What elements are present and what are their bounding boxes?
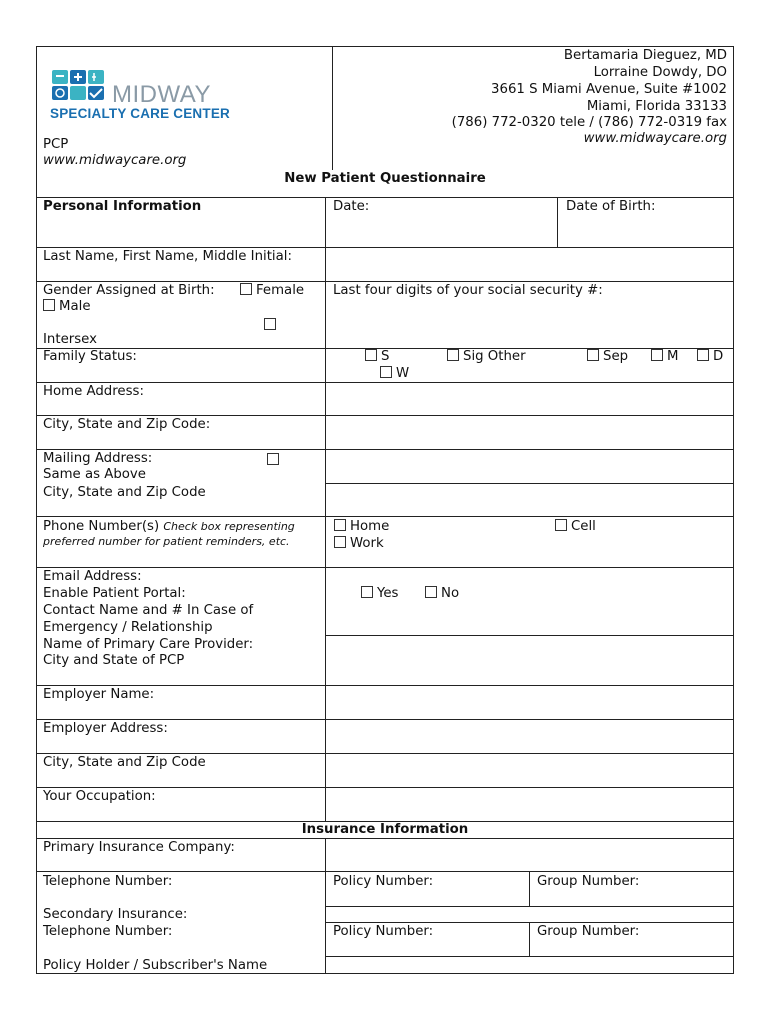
gender-male-option[interactable] bbox=[43, 298, 91, 315]
telephone-label-1: Telephone Number: bbox=[43, 874, 173, 889]
family-status-m-label: M bbox=[667, 349, 679, 364]
family-status-d[interactable] bbox=[697, 348, 723, 365]
phone-work-label: Work bbox=[350, 536, 384, 551]
phone-cell-checkbox[interactable] bbox=[555, 519, 567, 531]
column-divider-upper bbox=[325, 197, 326, 821]
group-number-label-1: Group Number: bbox=[537, 874, 640, 889]
address-line-2: Miami, Florida 33133 bbox=[586, 99, 727, 114]
website-left: www.midwaycare.org bbox=[43, 153, 187, 168]
family-status-label: Family Status: bbox=[43, 349, 137, 364]
family-status-sig-checkbox[interactable] bbox=[447, 349, 459, 361]
dob-divider bbox=[557, 197, 558, 247]
employer-name-label: Employer Name: bbox=[43, 687, 155, 702]
city-state-zip-label-2: City, State and Zip Code bbox=[43, 485, 206, 500]
family-status-s[interactable] bbox=[365, 348, 389, 365]
gender-male-checkbox[interactable] bbox=[43, 299, 55, 311]
name-label: Last Name, First Name, Middle Initial: bbox=[43, 249, 292, 264]
family-status-w-checkbox[interactable] bbox=[380, 366, 392, 378]
doctor-2: Lorraine Dowdy, DO bbox=[593, 65, 727, 80]
mailing-address-label: Mailing Address: bbox=[43, 451, 153, 466]
same-as-above-label: Same as Above bbox=[43, 467, 146, 482]
row-line bbox=[36, 516, 734, 517]
family-status-w[interactable] bbox=[380, 365, 409, 382]
emergency-label-line-1: Contact Name and # In Case of bbox=[43, 603, 254, 618]
portal-yes-label: Yes bbox=[377, 586, 399, 601]
dob-label: Date of Birth: bbox=[566, 199, 656, 214]
table-left-border bbox=[36, 197, 37, 974]
primary-insurance-label: Primary Insurance Company: bbox=[43, 840, 235, 855]
phone-home-option[interactable] bbox=[334, 518, 389, 535]
phone-note-line-2: preferred number for patient reminders, etc. bbox=[43, 535, 290, 548]
family-status-s-label: S bbox=[381, 349, 390, 364]
portal-no-checkbox[interactable] bbox=[425, 586, 437, 598]
pcp-name-label: Name of Primary Care Provider: bbox=[43, 637, 254, 652]
policy-holder-label: Policy Holder / Subscriber's Name bbox=[43, 958, 268, 973]
portal-yes-option[interactable] bbox=[361, 585, 398, 602]
group-number-label-2: Group Number: bbox=[537, 924, 640, 939]
phone-home-checkbox[interactable] bbox=[334, 519, 346, 531]
personal-information-heading: Personal Information bbox=[43, 199, 202, 214]
family-status-m[interactable] bbox=[651, 348, 678, 365]
policy-number-label-2: Policy Number: bbox=[333, 924, 434, 939]
phone-home-label: Home bbox=[350, 519, 390, 534]
gender-female-checkbox[interactable] bbox=[240, 283, 252, 295]
city-state-zip-label-1: City, State and Zip Code: bbox=[43, 417, 211, 432]
same-as-above-checkbox[interactable] bbox=[267, 453, 279, 465]
group-divider-1 bbox=[529, 871, 530, 906]
logo bbox=[50, 68, 230, 124]
family-status-sig-other[interactable] bbox=[447, 348, 526, 365]
city-state-zip-label-3: City, State and Zip Code bbox=[43, 755, 206, 770]
gender-female-option[interactable] bbox=[240, 282, 304, 299]
telephone-label-2: Telephone Number: bbox=[43, 924, 173, 939]
pcp-label: PCP bbox=[43, 137, 69, 152]
phone-numbers-label bbox=[43, 518, 295, 535]
header-divider bbox=[332, 46, 333, 170]
phone-numbers-title: Phone Number(s) bbox=[43, 519, 160, 534]
family-status-d-checkbox[interactable] bbox=[697, 349, 709, 361]
doctor-1: Bertamaria Dieguez, MD bbox=[563, 48, 727, 63]
gender-female-label: Female bbox=[256, 283, 305, 298]
phone-cell-label: Cell bbox=[571, 519, 596, 534]
logo-text-top: MIDWAY bbox=[112, 81, 211, 108]
portal-no-label: No bbox=[441, 586, 460, 601]
secondary-insurance-label: Secondary Insurance: bbox=[43, 907, 188, 922]
portal-label: Enable Patient Portal: bbox=[43, 586, 186, 601]
row-line bbox=[325, 956, 734, 957]
employer-address-label: Employer Address: bbox=[43, 721, 168, 736]
gender-label: Gender Assigned at Birth: bbox=[43, 283, 215, 298]
logo-mark-icon bbox=[50, 68, 112, 104]
address-line-1: 3661 S Miami Avenue, Suite #1002 bbox=[491, 82, 727, 97]
phone-work-checkbox[interactable] bbox=[334, 536, 346, 548]
family-status-m-checkbox[interactable] bbox=[651, 349, 663, 361]
insurance-information-heading: Insurance Information bbox=[301, 822, 469, 837]
family-status-sep-checkbox[interactable] bbox=[587, 349, 599, 361]
portal-no-option[interactable] bbox=[425, 585, 459, 602]
phone-fax: (786) 772-0320 tele / (786) 772-0319 fax bbox=[451, 115, 727, 130]
row-line bbox=[36, 871, 734, 872]
portal-yes-checkbox[interactable] bbox=[361, 586, 373, 598]
gender-male-label: Male bbox=[59, 299, 91, 314]
table-right-border bbox=[733, 197, 734, 974]
policy-number-label-1: Policy Number: bbox=[333, 874, 434, 889]
home-address-label: Home Address: bbox=[43, 384, 144, 399]
ssn-label: Last four digits of your social security #: bbox=[333, 283, 603, 298]
family-status-w-label: W bbox=[396, 366, 410, 381]
gender-intersex-label: Intersex bbox=[43, 332, 97, 347]
group-divider-2 bbox=[529, 922, 530, 956]
gender-intersex-checkbox[interactable] bbox=[264, 318, 276, 330]
row-line bbox=[325, 635, 734, 636]
phone-work-option[interactable] bbox=[334, 535, 384, 552]
family-status-d-label: D bbox=[713, 349, 724, 364]
family-status-sep[interactable] bbox=[587, 348, 628, 365]
form-title: New Patient Questionnaire bbox=[284, 171, 486, 186]
website-right: www.midwaycare.org bbox=[583, 131, 727, 146]
logo-text-bottom: SPECIALTY CARE CENTER bbox=[50, 106, 230, 121]
row-line bbox=[325, 483, 734, 484]
family-status-s-checkbox[interactable] bbox=[365, 349, 377, 361]
phone-cell-option[interactable] bbox=[555, 518, 596, 535]
date-label: Date: bbox=[333, 199, 370, 214]
family-status-sig-label: Sig Other bbox=[463, 349, 526, 364]
email-label: Email Address: bbox=[43, 569, 142, 584]
pcp-city-label: City and State of PCP bbox=[43, 653, 185, 668]
phone-note-line-1: Check box representing bbox=[163, 520, 295, 533]
emergency-label-line-2: Emergency / Relationship bbox=[43, 620, 213, 635]
family-status-sep-label: Sep bbox=[603, 349, 629, 364]
occupation-label: Your Occupation: bbox=[43, 789, 156, 804]
row-line bbox=[325, 906, 734, 907]
